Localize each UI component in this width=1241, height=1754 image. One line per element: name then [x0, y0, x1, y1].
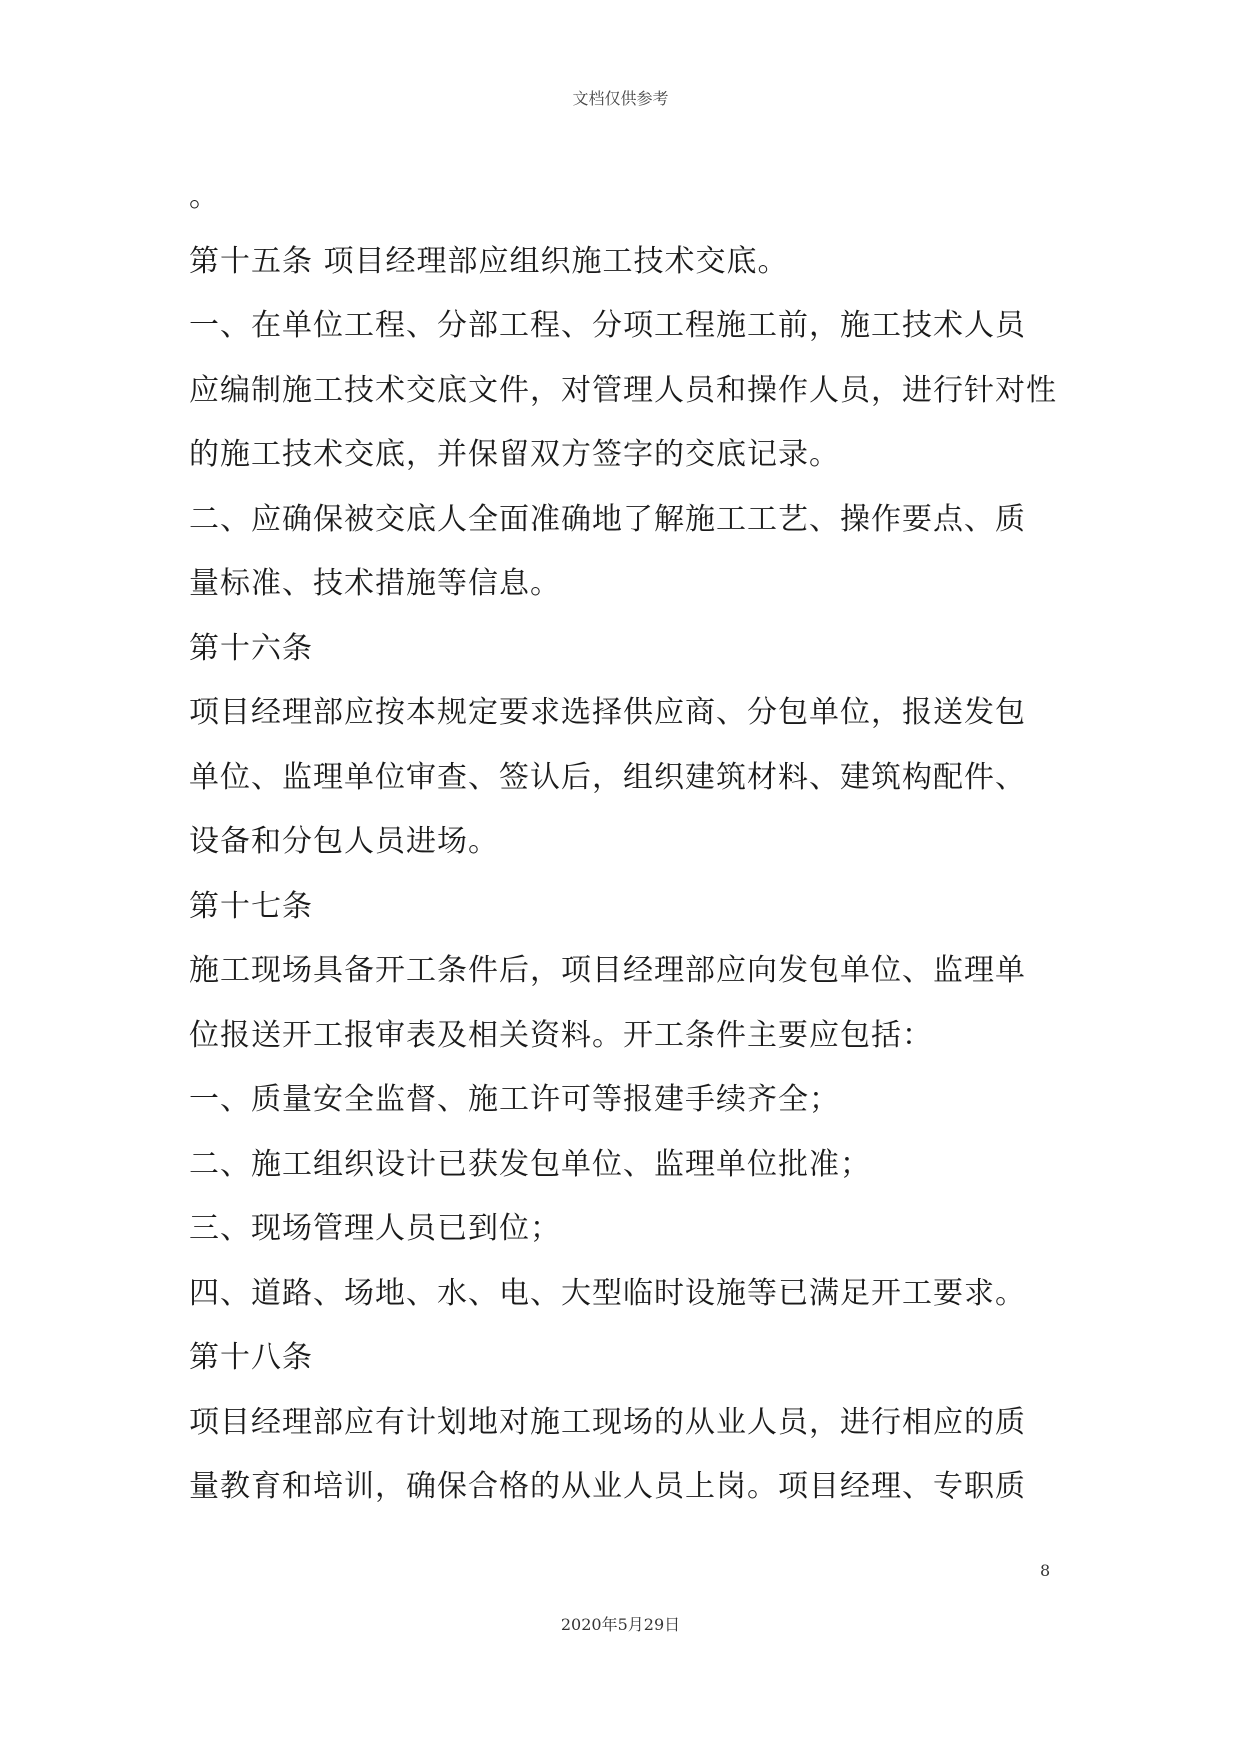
- text-line: 位报送开工报审表及相关资料。开工条件主要应包括：: [189, 1017, 933, 1053]
- page-footer-date: 2020年5月29日: [560, 1615, 681, 1634]
- text-line: 第十五条 项目经理部应组织施工技术交底。: [189, 243, 789, 279]
- text-line: 应编制施工技术交底文件，对管理人员和操作人员，进行针对性: [189, 372, 1057, 408]
- text-line: 量教育和培训，确保合格的从业人员上岗。项目经理、专职质: [189, 1469, 1026, 1504]
- text-line: 二、应确保被交底人全面准确地了解施工工艺、操作要点、质: [189, 501, 1026, 537]
- text-line: 的施工技术交底，并保留双方签字的交底记录。: [189, 437, 840, 472]
- text-line: 二、施工组织设计已获发包单位、监理单位批准；: [189, 1146, 871, 1182]
- text-line: 量标准、技术措施等信息。: [189, 566, 561, 601]
- text-line: 一、质量安全监督、施工许可等报建手续齐全；: [189, 1082, 840, 1117]
- text-line: 四、道路、场地、水、电、大型临时设施等已满足开工要求。: [189, 1275, 1026, 1311]
- text-line: 三、现场管理人员已到位；: [189, 1211, 561, 1246]
- text-line: 单位、监理单位审查、签认后，组织建筑材料、建筑构配件、: [189, 759, 1026, 795]
- text-line: 第十六条: [189, 630, 313, 666]
- text-line: 项目经理部应有计划地对施工现场的从业人员，进行相应的质: [189, 1404, 1026, 1440]
- page-number: 8: [1040, 1561, 1051, 1580]
- text-line: 一、在单位工程、分部工程、分项工程施工前，施工技术人员: [189, 308, 1026, 343]
- text-line: 施工现场具备开工条件后，项目经理部应向发包单位、监理单: [189, 953, 1026, 988]
- page-header: 文档仅供参考: [572, 89, 669, 108]
- text-line: 项目经理部应按本规定要求选择供应商、分包单位，报送发包: [189, 695, 1026, 730]
- text-line: 第十七条: [189, 888, 313, 924]
- text-line: 设备和分包人员进场。: [189, 824, 499, 859]
- document-body: [189, 165, 1069, 1520]
- text-line: 。: [189, 179, 220, 214]
- text-line: 第十八条: [189, 1340, 313, 1375]
